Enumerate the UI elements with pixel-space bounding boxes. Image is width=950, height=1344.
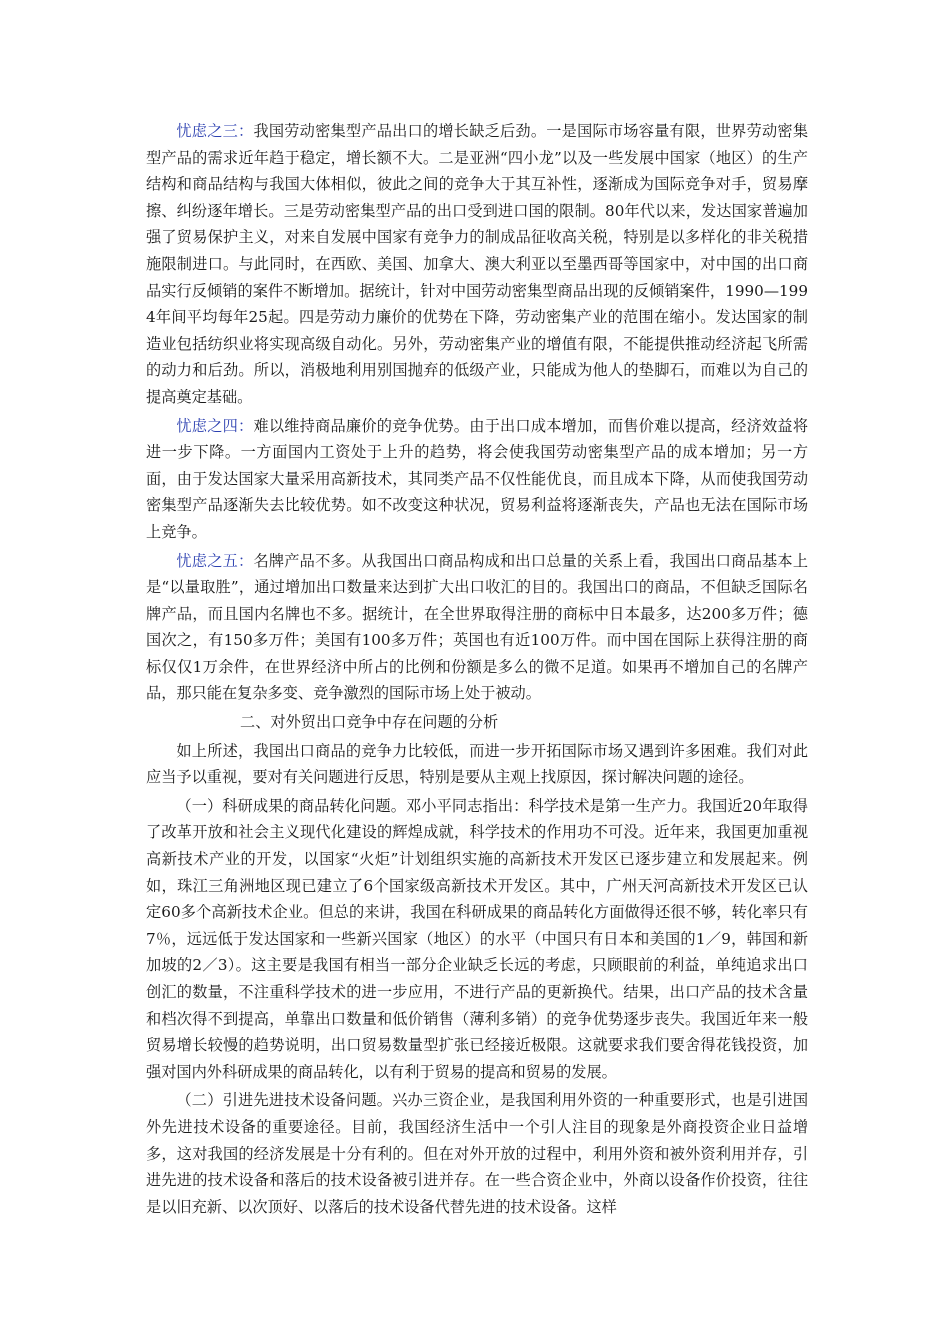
paragraph-research-conversion: （一）科研成果的商品转化问题。邓小平同志指出：科学技术是第一生产力。我国近20年取得了改革开放和社会主义现代化建设的辉煌成就，科学技术的作用功不可没。近年来，我国更加重视高新技术产业的开发，以国家“火炬”计划组织实施的高新技术开发区已逐步建立和发展起来。例如，珠江三角洲地区现已建立了6个国家级高新技术开发区。其中，广州天河高新技术开发区已认定60多个高新技术企业。但总的来讲，我国在科研成果的商品转化方面做得还很不够，转化率只有7％，远远低于发达国家和一些新兴国家（地区）的水平（中国只有日本和美国的1／9，韩国和新加坡的2／3）。这主要是我国有相当一部分企业缺乏长远的考虑，只顾眼前的利益，单纯追求出口创汇的数量，不注重科学技术的进一步应用，不进行产品的更新换代。结果，出口产品的技术含量和档次得不到提高，单靠出口数量和低价销售（薄利多销）的竞争优势逐步丧失。我国近年来一般贸易增长较慢的趋势说明，出口贸易数量型扩张已经接近极限。这就要求我们要舍得花钱投资，加强对国内外科研成果的商品转化，以有利于贸易的提高和贸易的发展。 [146, 796, 808, 1081]
paragraph-worry-five [146, 548, 808, 708]
paragraph-lead: 忧虑之四： [176, 416, 254, 435]
paragraph-text: 我国劳动密集型产品出口的增长缺乏后劲。一是国际市场容量有限，世界劳动密集型产品的需求近年趋于稳定，增长额不大。二是亚洲“四小龙”以及一些发展中国家（地区）的生产结构和商品结构与我国大体相似，彼此之间的竞争大于其互补性，逐渐成为国际竞争对手，贸易摩擦、纠纷逐年增长。三是劳动密集型产品的出口受到进口国的限制。80年代以来，发达国家普遍加强了贸易保护主义，对来自发展中国家有竞争力的制成品征收高关税，特别是以多样化的非关税措施限制进口。与此同时，在西欧、美国、加拿大、澳大利亚以至墨西哥等国家中，对中国的出口商品实行反倾销的案件不断增加。据统计，针对中国劳动密集型商品出现的反倾销案件，1990—1994年间平均每年25起。四是劳动力廉价的优势在下降，劳动密集产业的范围在缩小。发达国家的制造业包括纺织业将实现高级自动化。另外，劳动密集产业的增值有限，不能提供推动经济起飞所需的动力和后劲。所以，消极地利用别国抛弃的低级产业，只能成为他人的垫脚石，而难以为自己的提高奠定基础。 [146, 122, 809, 406]
document-body [146, 118, 808, 1220]
paragraph-technology-import: （二）引进先进技术设备问题。兴办三资企业，是我国利用外资的一种重要形式，也是引进国外先进技术设备的重要途径。目前，我国经济生活中一个引人注目的现象是外商投资企业日益增多，这对我国的经济发展是十分有利的。但在对外开放的过程中，利用外资和被外资利用并存，引进先进的技术设备和落后的技术设备被引进并存。在一些合资企业中，外商以设备作价投资，往往是以旧充新、以次顶好、以落后的技术设备代替先进的技术设备。这样 [146, 1091, 808, 1216]
paragraph-lead: 忧虑之三： [176, 122, 254, 140]
paragraph-lead: 忧虑之五： [176, 551, 254, 570]
paragraph-worry-three [146, 118, 808, 411]
paragraph-text: 名牌产品不多。从我国出口商品构成和出口总量的关系上看，我国出口商品基本上是“以量取胜”，通过增加出口数量来达到扩大出口收汇的目的。我国出口的商品，不但缺乏国际名牌产品，而且国内名牌也不多。据统计，在全世界取得注册的商标中日本最多，达200多万件；德国次之，有150多万件；美国有100多万件；英国也有近100万件。而中国在国际上获得注册的商标仅仅1万余件，在世界经济中所占的比例和份额是多么的微不足道。如果再不增加自己的名牌产品，那只能在复杂多变、竞争激烈的国际市场上处于被动。 [146, 551, 809, 703]
paragraph-intro: 如上所述，我国出口商品的竞争力比较低，而进一步开拓国际市场又遇到许多困难。我们对此应当予以重视，要对有关问题进行反思，特别是要从主观上找原因，探讨解决问题的途径。 [146, 741, 808, 787]
section-heading: 二、对外贸出口竞争中存在问题的分析 [240, 713, 499, 732]
paragraph-worry-four [146, 413, 808, 546]
paragraph-text: 难以维持商品廉价的竞争优势。由于出口成本增加，而售价难以提高，经济效益将进一步下降。一方面国内工资处于上升的趋势，将会使我国劳动密集型产品的成本增加；另一方面，由于发达国家大量采用高新技术，其同类产品不仅性能优良，而且成本下降，从而使我国劳动密集型产品逐渐失去比较优势。如不改变这种状况，贸易利益将逐渐丧失，产品也无法在国际市场上竞争。 [146, 416, 809, 541]
